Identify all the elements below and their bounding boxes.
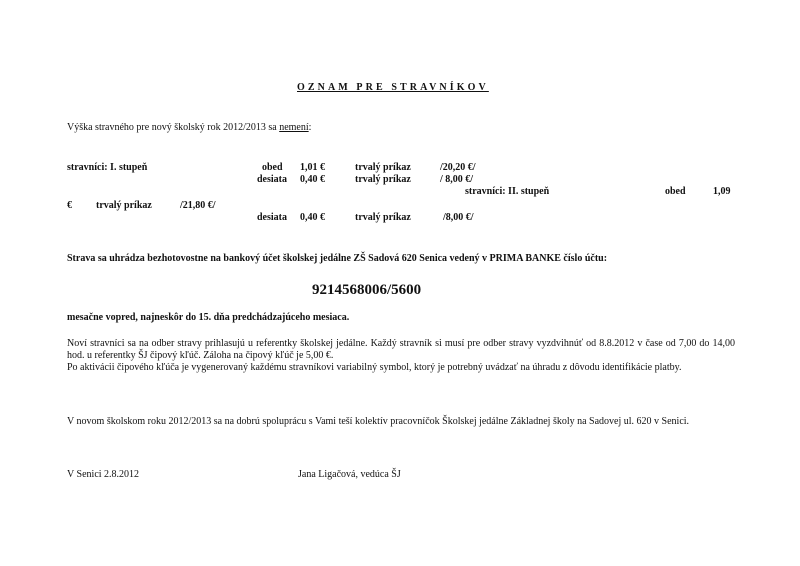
- row-4-total: /21,80 €/: [180, 200, 216, 211]
- row-2-total: / 8,00 €/: [440, 174, 474, 185]
- row-1-meal: obed: [262, 162, 283, 173]
- row-5-meal: desiata: [257, 212, 287, 223]
- intro-suffix: :: [308, 122, 312, 133]
- signature: Jana Ligačová, vedúca ŠJ: [298, 469, 401, 480]
- closing-paragraph: V novom školskom roku 2012/2013 sa na dobrú spoluprácu s Vami teší kolektív pracovníčok Školskej jedálne Základnej školy na Sadovej ul. 620 v Senici.: [67, 416, 690, 427]
- payment-line: Strava sa uhrádza bezhotovostne na bankový účet školskej jedálne ZŠ Sadová 620 Senica vedený v PRIMA BANKE číslo účtu:: [67, 253, 608, 264]
- row-4-label: €: [67, 200, 72, 211]
- row-2-meal: desiata: [257, 174, 287, 185]
- row-5-order: trvalý príkaz: [355, 212, 411, 223]
- row-1-price: 1,01 €: [300, 162, 325, 173]
- notice-title: OZNAM PRE STRAVNÍKOV: [297, 82, 489, 93]
- row-5-total: /8,00 €/: [443, 212, 474, 223]
- row-4-order: trvalý príkaz: [96, 200, 152, 211]
- info-paragraph-1: Noví stravníci sa na odber stravy prihlasujú u referentky školskej jedálne. Každý stravník si musí pre odber stravy vyzdvihnúť od 8.8.2012 v čase od 7,00 do 14,00 hod. u referentky ŠJ čipový kľúč. Záloha na čipový kľúč je 5,00 €.: [67, 338, 735, 361]
- row-2-price: 0,40 €: [300, 174, 325, 185]
- account-number: 9214568006/5600: [312, 282, 422, 298]
- intro-line: [67, 122, 311, 134]
- row-3-label: stravníci: II. stupeň: [465, 186, 550, 197]
- row-1-label: stravníci: I. stupeň: [67, 162, 148, 173]
- info-paragraph-2: Po aktivácii čipového kľúča je vygenerovaný každému stravníkovi variabilný symbol, ktorý je potrebný uvádzať na úhradu z dôvodu identifikácie platby.: [67, 362, 682, 373]
- row-3-price: 1,09: [713, 186, 731, 197]
- row-1-total: /20,20 €/: [440, 162, 476, 173]
- row-2-order: trvalý príkaz: [355, 174, 411, 185]
- row-3-meal: obed: [665, 186, 686, 197]
- place-date: V Senici 2.8.2012: [67, 469, 140, 480]
- intro-text: Výška stravného pre nový školský rok 2012/2013 sa: [67, 122, 280, 133]
- row-1-order: trvalý príkaz: [355, 162, 411, 173]
- deadline-line: mesačne vopred, najneskôr do 15. dňa predchádzajúceho mesiaca.: [67, 312, 350, 323]
- row-5-price: 0,40 €: [300, 212, 325, 223]
- intro-emphasis: nemení: [279, 122, 309, 133]
